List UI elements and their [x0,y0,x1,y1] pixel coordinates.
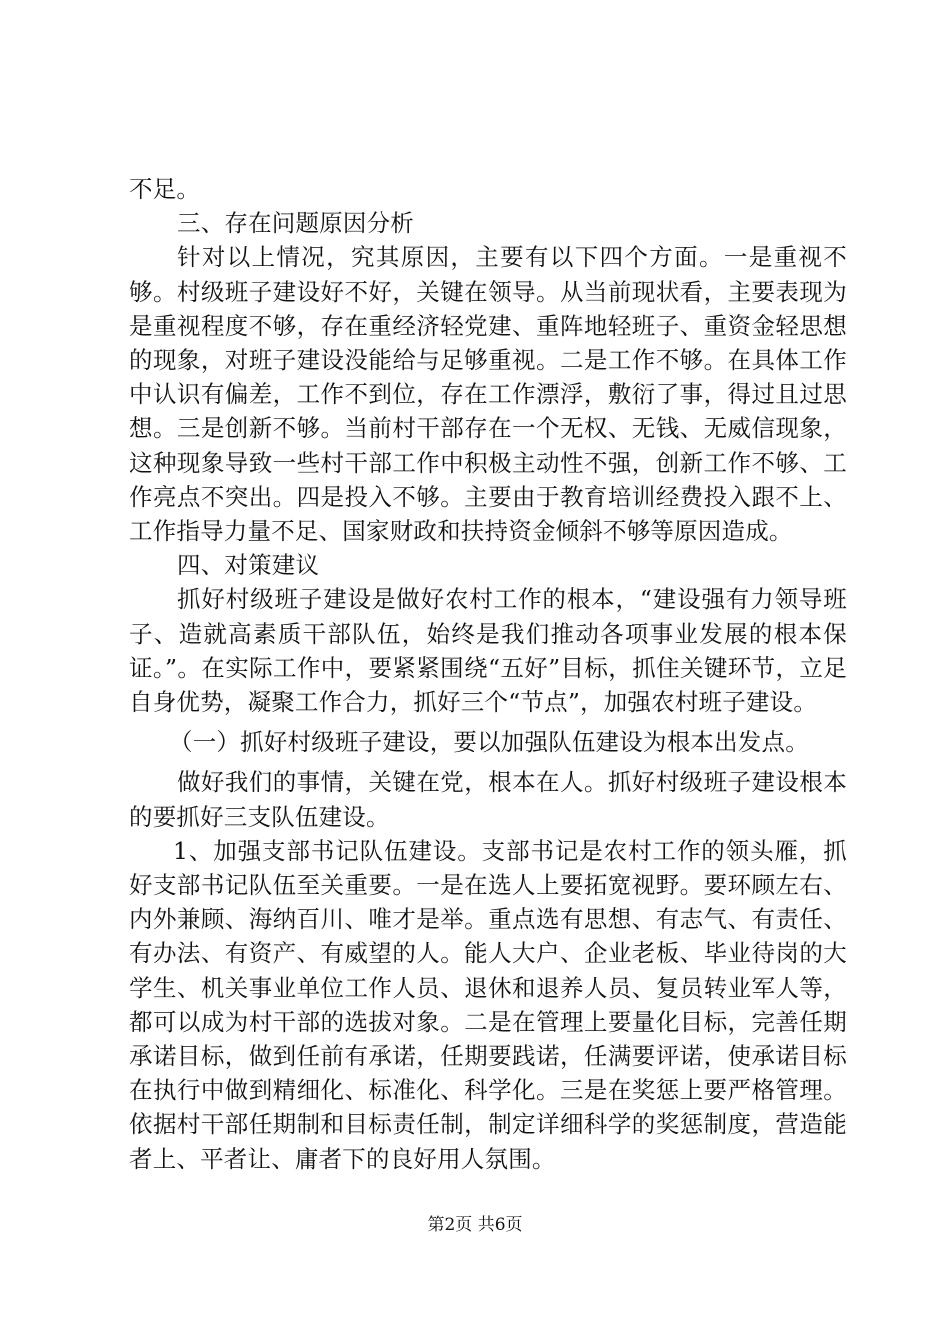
page-number-footer: 第2页 共6页 [427,1215,523,1235]
paragraph-secretary-team: 1、加强支部书记队伍建设。支部书记是农村工作的领头雁，抓好支部书记队伍至关重要。一是在选人上要拓宽视野。要环顾左右、内外兼顾、海纳百川、唯才是举。重点选有思想、有志气、有责任、有办法、有资产、有威望的人。能人大户、企业老板、毕业待岗的大学生、机关事业单位工作人员、退休和退养人员、复员转业军人等，都可以成为村干部的选拔对象。二是在管理上要量化目标，完善任期承诺目标，做到任前有承诺，任期要践诺，任满要评诺，使承诺目标在执行中做到精细化、标准化、科学化。三是在奖惩上要严格管理。依据村干部任期制和目标责任制，制定详细科学的奖惩制度，营造能者上、平者让、庸者下的良好用人氛围。 [129,836,847,1173]
paragraph-team-building: 做好我们的事情，关键在党，根本在人。抓好村级班子建设根本的要抓好三支队伍建设。 [129,768,847,831]
document-body [129,172,847,1176]
section-heading-4: 四、对策建议 [177,551,320,580]
paragraph-countermeasures: 抓好村级班子建设是做好农村工作的根本，“建设强有力领导班子、造就高素质干部队伍，始终是我们推动各项事业发展的根本保证。”。在实际工作中，要紧紧围绕“五好”目标，抓住关键环节，立足自身优势，凝聚工作合力，抓好三个“节点”，加强农村班子建设。 [129,585,847,717]
paragraph-continuation: 不足。 [129,175,201,203]
section-heading-3: 三、存在问题原因分析 [177,209,414,238]
subsection-heading-1: （一）抓好村级班子建设，要以加强队伍建设为根本出发点。 [169,728,809,757]
paragraph-cause-analysis: 针对以上情况，究其原因，主要有以下四个方面。一是重视不够。村级班子建设好不好，关键在领导。从当前现状看，主要表现为是重视程度不够，存在重经济轻党建、重阵地轻班子、重资金轻思想的现象，对班子建设没能给与足够重视。二是工作不够。在具体工作中认识有偏差，工作不到位，存在工作漂浮，敷衍了事，得过且过思想。三是创新不够。当前村干部存在一个无权、无钱、无威信现象，这种现象导致一些村干部工作中积极主动性不强，创新工作不够、工作亮点不突出。四是投入不够。主要由于教育培训经费投入跟不上、工作指导力量不足、国家财政和扶持资金倾斜不够等原因造成。 [129,243,847,546]
